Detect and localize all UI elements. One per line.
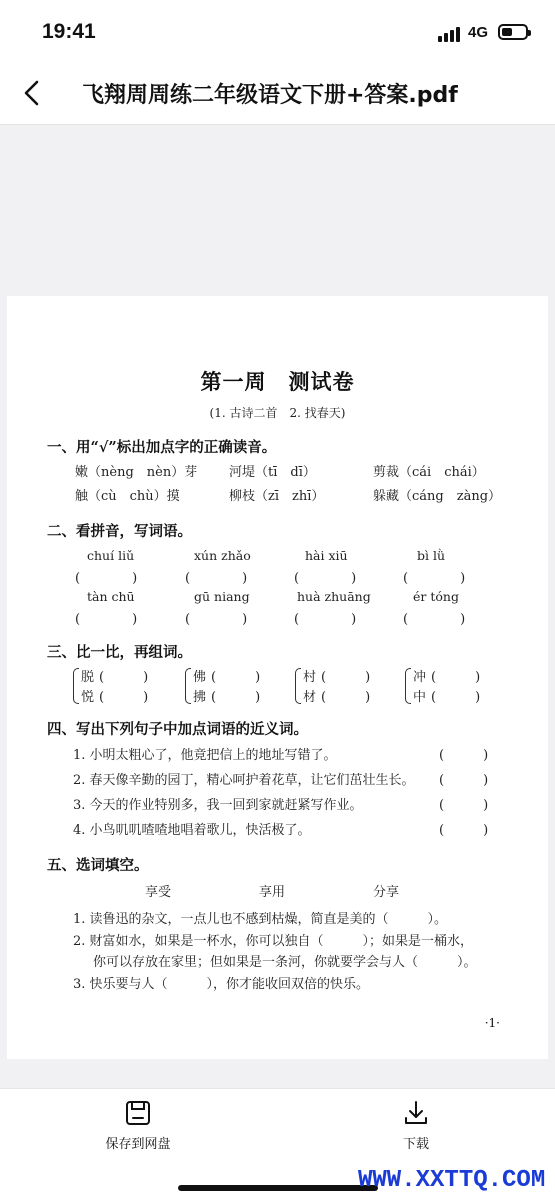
save-to-cloud-label: 保存到网盘 (105, 1137, 171, 1152)
pinyin: chuí liǔ (87, 548, 135, 563)
download-label: 下载 (402, 1137, 429, 1152)
section-3-heading: 三、比一比，再组词。 (47, 644, 192, 661)
page-subtitle: (1. 古诗二首 2. 找春天) (209, 406, 346, 420)
download-button[interactable] (356, 1099, 476, 1152)
brace (73, 668, 79, 704)
page-number: ·1· (484, 1016, 500, 1030)
battery-icon (498, 24, 528, 40)
answer-blank: ( ) (294, 612, 357, 627)
signal-icon (438, 26, 462, 42)
compare-char: 悦 (81, 690, 95, 705)
fill-question: 你可以存放在家里；但如果是一条河，你就要学会与人（ ）。 (93, 955, 477, 970)
compare-char: 拂 (193, 690, 207, 705)
document-title: 飞翔周周练二年级语文下册+答案.pdf (82, 83, 458, 108)
synonym-question: 3. 今天的作业特别多，我一回到家就赶紧写作业。 (73, 798, 363, 813)
brace (405, 668, 411, 704)
back-button[interactable] (18, 76, 50, 110)
answer-blank: ( ) (321, 690, 371, 705)
word-option: 分享 (373, 885, 400, 900)
answer-blank: ( ) (403, 612, 466, 627)
compare-char: 佛 (193, 670, 207, 685)
answer-blank: ( ) (439, 773, 489, 788)
pinyin: huà zhuāng (297, 589, 371, 604)
nav-bar (0, 62, 555, 125)
status-time: 19:41 (42, 20, 96, 43)
reading-item: 躲藏（cáng zàng） (373, 489, 502, 504)
answer-blank: ( ) (75, 571, 138, 586)
pinyin: hài xiū (305, 548, 348, 563)
compare-char: 材 (303, 690, 317, 705)
answer-blank: ( ) (211, 690, 261, 705)
home-indicator[interactable] (178, 1185, 378, 1191)
answer-blank: ( ) (403, 571, 466, 586)
answer-blank: ( ) (439, 823, 489, 838)
save-to-cloud-button[interactable] (78, 1099, 198, 1152)
answer-blank: ( ) (431, 670, 481, 685)
answer-blank: ( ) (211, 670, 261, 685)
answer-blank: ( ) (185, 571, 248, 586)
synonym-question: 2. 春天像辛勤的园丁，精心呵护着花草，让它们茁壮生长。 (73, 773, 415, 788)
word-option: 享用 (259, 885, 286, 900)
pdf-page (7, 296, 548, 1059)
compare-char: 村 (303, 670, 317, 685)
reading-item: 柳枝（zī zhī） (229, 489, 325, 504)
synonym-question: 4. 小鸟叽叽喳喳地唱着歌儿，快活极了。 (73, 823, 311, 838)
section-5-heading: 五、选词填空。 (47, 857, 149, 874)
fill-question: 3. 快乐要与人（ ），你才能收回双倍的快乐。 (73, 977, 370, 992)
section-4-heading: 四、写出下列句子中加点词语的近义词。 (47, 721, 308, 738)
compare-char: 中 (413, 690, 427, 705)
reading-item: 触（cù chù）摸 (75, 489, 180, 504)
answer-blank: ( ) (439, 748, 489, 763)
answer-blank: ( ) (185, 612, 248, 627)
network-type: 4G (468, 24, 489, 41)
site-watermark: WWW.XXTTQ.COM (358, 1167, 546, 1194)
reading-item: 河堤（tī dī） (229, 465, 316, 480)
answer-blank: ( ) (75, 612, 138, 627)
section-2-heading: 二、看拼音，写词语。 (47, 523, 192, 540)
fill-question: 2. 财富如水，如果是一杯水，你可以独自（ ）；如果是一桶水， (73, 934, 474, 949)
word-option: 享受 (145, 885, 172, 900)
pinyin: gū niang (194, 589, 250, 604)
compare-char: 冲 (413, 670, 427, 685)
save-disk-icon (124, 1099, 152, 1127)
status-bar (0, 0, 555, 62)
answer-blank: ( ) (439, 798, 489, 813)
brace (185, 668, 191, 704)
brace (295, 668, 301, 704)
reading-item: 剪裁（cái chái） (373, 465, 485, 480)
pinyin: bì lǜ (417, 548, 446, 563)
page-title: 第一周 测试卷 (200, 369, 355, 394)
answer-blank: ( ) (99, 690, 149, 705)
section-1-heading: 一、用“√”标出加点字的正确读音。 (47, 439, 277, 456)
answer-blank: ( ) (294, 571, 357, 586)
synonym-question: 1. 小明太粗心了，他竟把信上的地址写错了。 (73, 748, 337, 763)
compare-char: 脱 (81, 670, 95, 685)
reading-item: 嫩（nèng nèn）芽 (75, 465, 198, 480)
pinyin: tàn chū (87, 589, 135, 604)
chevron-left-icon (18, 76, 50, 110)
answer-blank: ( ) (99, 670, 149, 685)
answer-blank: ( ) (431, 690, 481, 705)
fill-question: 1. 读鲁迅的杂文，一点儿也不感到枯燥，简直是美的（ ）。 (73, 912, 448, 927)
pinyin: ér tóng (413, 589, 459, 604)
download-icon (402, 1099, 430, 1127)
answer-blank: ( ) (321, 670, 371, 685)
pinyin: xún zhǎo (194, 548, 251, 563)
bottom-action-bar (0, 1088, 555, 1201)
